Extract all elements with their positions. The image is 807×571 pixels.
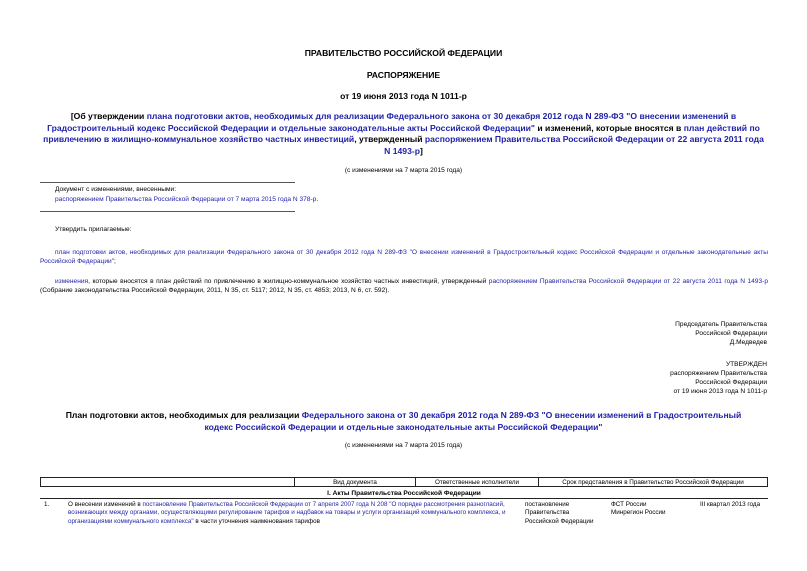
title-link-plan[interactable]: плана подготовки актов, необходимых для реализации Федерального закона от 30 декабря 2012 года N 289-ФЗ "О внесении изменений в Градостроительный кодекс Российской Федерации и отдельные законодательные акты Российской Федерации" xyxy=(47,111,737,133)
changes-entry xyxy=(55,195,755,204)
table-row-number: 1. xyxy=(44,501,50,508)
row-desc-link-208[interactable]: постановление Правительства Российской Федерации от 7 апреля 2007 года N 208 "О порядке рассмотрения разногласий, возникающих между органами, осуществляющими регулирование тарифов и надбавок на товары и услуги организаций коммунального комплекса, и организациями коммунального комплекса" xyxy=(68,501,506,525)
approved-heading: УТВЕРЖДЕН xyxy=(725,361,767,368)
approve-label: Утвердить прилагаемые: xyxy=(55,226,132,233)
document-title xyxy=(40,111,767,157)
title-text-1: [Об утверждении xyxy=(70,111,147,121)
item-plan-link[interactable]: план подготовки актов, необходимых для реализации Федерального закона от 30 декабря 2012 года N 289-ФЗ "О внесении изменений в Градостроительный кодекс Российской Федерации и отдельные законодательные акты Российской Федерации" xyxy=(40,249,768,265)
changes-end: . xyxy=(316,196,319,203)
title-text-2: и изменений, которые вносятся в xyxy=(534,122,684,133)
approved-item-changes xyxy=(40,277,768,295)
row-desc-text-1: О внесении изменений в xyxy=(68,501,143,508)
approved-stamp xyxy=(670,360,767,396)
signature-name: Д.Медведев xyxy=(729,339,767,346)
row-executor-2: Минрегион России xyxy=(611,509,666,517)
title-text-3: , утвержденный xyxy=(354,134,425,145)
title-text-4: ] xyxy=(419,145,423,156)
plan-amendment-note: (с изменениями на 7 марта 2015 года) xyxy=(344,442,463,449)
table-header-doc-type: Вид документа xyxy=(294,477,416,487)
signature-block xyxy=(675,320,767,347)
approved-line-3: от 19 июня 2013 года N 1011-р xyxy=(673,388,767,395)
table-row-executors xyxy=(611,501,666,518)
table-header-deadline: Срок представления в Правительство Российской Федерации xyxy=(538,477,768,487)
plan-title-text: План подготовки актов, необходимых для реализации xyxy=(65,410,302,420)
table-row-description xyxy=(68,501,513,526)
row-desc-text-2: в части уточнения наименования тарифов xyxy=(193,517,320,525)
row-doc-type-1: постановление xyxy=(525,501,570,508)
changes-bottom-rule xyxy=(40,211,295,212)
table-header-executors: Ответственные исполнители xyxy=(415,477,539,487)
item-changes-order-link[interactable]: распоряжением Правительства Российской Федерации от 22 августа 2011 года N 1493-р xyxy=(488,278,768,285)
row-doc-type-3: Российской Федерации xyxy=(525,517,594,525)
government-heading: ПРАВИТЕЛЬСТВО РОССИЙСКОЙ ФЕДЕРАЦИИ xyxy=(304,48,503,58)
item-changes-link[interactable]: изменения xyxy=(55,278,89,285)
changes-link-378[interactable]: распоряжением Правительства Российской Федерации от 7 марта 2015 года N 378-р xyxy=(55,196,317,203)
table-section-rule xyxy=(40,498,768,499)
title-link-action-plan[interactable]: план действий по привлечению в жилищно-коммунальное хозяйство частных инвестиций xyxy=(43,122,760,145)
approved-item-plan xyxy=(40,248,768,266)
table-row-doc-type xyxy=(525,501,593,526)
signature-role-1: Председатель Правительства xyxy=(675,321,767,328)
row-executor-1: ФСТ России xyxy=(611,501,647,508)
item-plan-end: ; xyxy=(114,258,116,265)
table-section-heading: I. Акты Правительства Российской Федерации xyxy=(327,490,481,497)
approved-line-1: распоряжением Правительства xyxy=(670,370,767,377)
changes-top-rule xyxy=(40,182,295,183)
document-type: РАСПОРЯЖЕНИЕ xyxy=(366,70,441,80)
approved-line-2: Российской Федерации xyxy=(695,379,767,386)
title-link-order-1493[interactable]: распоряжением Правительства Российской Федерации от 22 августа 2011 года N 1493-р xyxy=(384,134,764,156)
item-changes-text: , которые вносятся в план действий по привлечению в жилищно-коммунальное хозяйство частных инвестиций, утвержденный xyxy=(88,278,489,285)
plan-title-link[interactable]: Федерального закона от 30 декабря 2012 года N 289-ФЗ "О внесении изменений в Градостроительный кодекс Российской Федерации и отдельные законодательные акты Российской Федерации" xyxy=(204,410,742,432)
item-changes-source: (Собрание законодательства Российской Федерации, 2011, N 35, ст. 5117; 2012, N 35, ст. 4853; 2013, N 6, ст. 592). xyxy=(40,287,390,294)
amendment-note: (с изменениями на 7 марта 2015 года) xyxy=(344,167,463,174)
signature-role-2: Российской Федерации xyxy=(695,330,767,337)
document-date-number: от 19 июня 2013 года N 1011-р xyxy=(340,91,467,101)
changes-label: Документ с изменениями, внесенными: xyxy=(55,186,177,193)
plan-title xyxy=(60,410,747,433)
row-doc-type-2: Правительства xyxy=(525,509,570,517)
table-row-deadline: III квартал 2013 года xyxy=(700,501,761,508)
table-header-blank xyxy=(40,477,295,487)
